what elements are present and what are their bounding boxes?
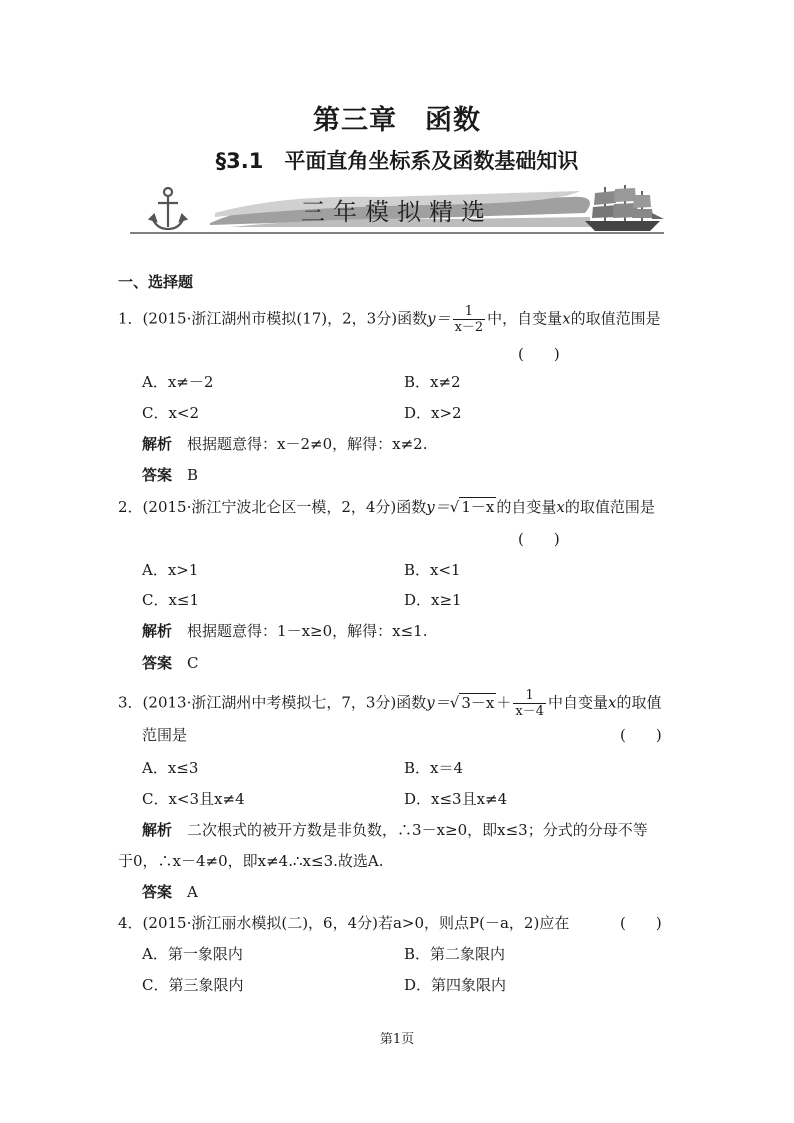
answer-bracket: ( ) <box>518 530 560 548</box>
chapter-title: 第三章 函数 <box>313 105 481 136</box>
answer-bracket: ( ) <box>620 914 662 932</box>
option-b: B．x≠2 <box>404 373 461 391</box>
option-b: B．第二象限内 <box>404 945 506 963</box>
option-d: D．x≥1 <box>404 591 462 609</box>
banner-title: 三年模拟精选 <box>301 198 493 226</box>
option-c: C．x<3且x≠4 <box>142 790 245 808</box>
fraction: $\frac{1}{x-4}$ <box>515 688 544 719</box>
question-1-func-prefix: y＝ <box>427 309 451 328</box>
question-1-source: 1．(2015·浙江湖州市模拟(17)，2，3分)函数 <box>118 309 428 328</box>
answer-bracket: ( ) <box>518 345 560 363</box>
option-c: C．x≤1 <box>142 591 200 609</box>
question-1-stem: 1．(2015·浙江湖州市模拟(17)，2，3分)函数y＝ $\frac{1}{x-2}$ 中，自变量x的取值范围是 <box>118 304 661 335</box>
answer: 答案 C <box>142 654 199 672</box>
question-4-stem: 4．(2015·浙江丽水模拟(二)，6，4分)若a>0，则点P(－a，2)应在 <box>118 914 570 932</box>
section-heading: 一、选择题 <box>118 273 194 291</box>
option-a: A．x≠－2 <box>142 373 214 391</box>
analysis: 解析 根据题意得：x－2≠0，解得：x≠2. <box>142 435 428 453</box>
answer-bracket: ( ) <box>620 726 662 744</box>
option-c: C．x<2 <box>142 404 200 422</box>
question-3-line2: 范围是 <box>142 726 188 744</box>
fraction: $\frac{1}{x-2}$ <box>454 304 484 335</box>
option-d: D．x>2 <box>404 404 462 422</box>
option-a: A．x>1 <box>142 561 199 579</box>
option-c: C．第三象限内 <box>142 976 244 994</box>
option-a: A．x≤3 <box>142 759 199 777</box>
option-d: D．x≤3且x≠4 <box>404 790 508 808</box>
analysis: 解析 根据题意得：1－x≥0，解得：x≤1. <box>142 622 428 640</box>
option-b: B．x＝4 <box>404 759 464 777</box>
question-2-stem: 2．(2015·浙江宁波北仑区一模，2，4分)函数y＝√ 1－x 的自变量x的取值范围是 <box>118 498 655 516</box>
analysis-continued: 于0，∴x－4≠0，即x≠4.∴x≤3.故选A. <box>118 852 384 870</box>
option-d: D．第四象限内 <box>404 976 507 994</box>
answer: 答案 A <box>142 883 198 901</box>
page-number: 第1页 <box>379 1032 415 1047</box>
section-title: §3.1 平面直角坐标系及函数基础知识 <box>215 149 579 173</box>
option-b: B．x<1 <box>404 561 461 579</box>
answer: 答案 B <box>142 466 199 484</box>
question-3-stem: 3．(2013·浙江湖州中考模拟七，7，3分)函数y＝√ 3－x ＋ $\frac{1}{x-4}$ 中自变量x的取值 <box>118 688 662 719</box>
option-a: A．第一象限内 <box>142 945 243 963</box>
analysis: 解析 二次根式的被开方数是非负数，∴3－x≥0，即x≤3；分式的分母不等 <box>142 821 648 839</box>
